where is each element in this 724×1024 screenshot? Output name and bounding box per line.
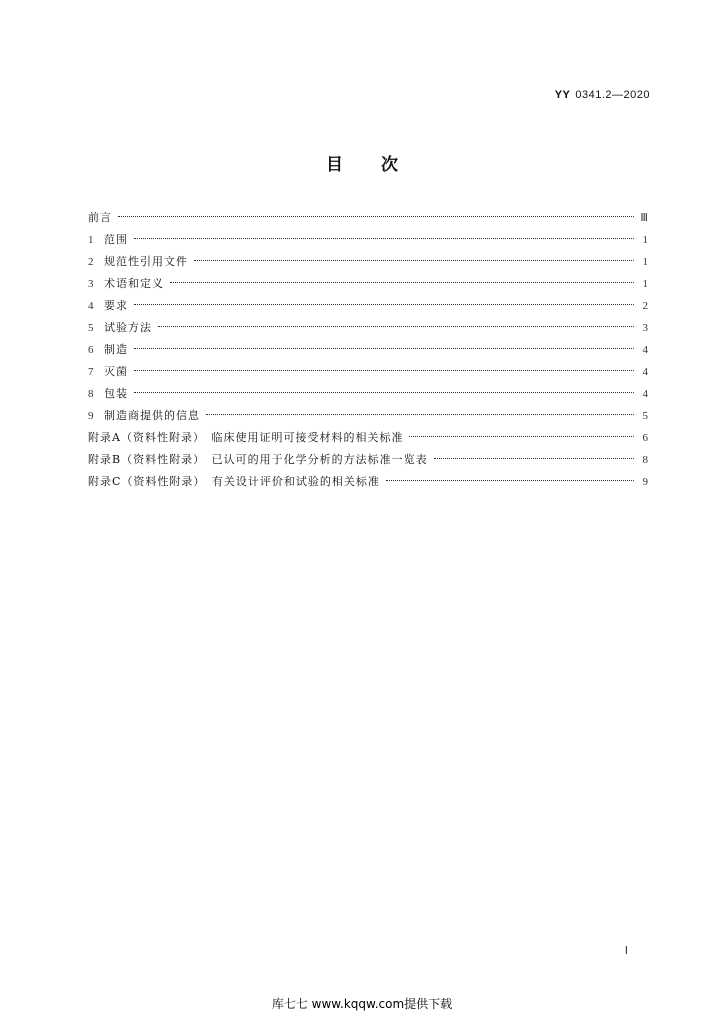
toc-entry[interactable] (88, 449, 648, 471)
toc-entry-page: 4 (642, 366, 648, 378)
toc-entry-page: 4 (642, 344, 648, 356)
toc-entry-label: 规范性引用文件 (104, 255, 188, 268)
toc-entry[interactable] (88, 383, 648, 405)
toc-dot-leader (194, 260, 634, 261)
toc-entry[interactable] (88, 295, 648, 317)
toc-dot-leader (206, 414, 634, 415)
toc-entry-label: 附录C（资料性附录） 有关设计评价和试验的相关标准 (88, 475, 380, 488)
toc-entry[interactable] (88, 471, 648, 493)
toc-entry-page: Ⅲ (640, 212, 648, 224)
toc-dot-leader (134, 304, 634, 305)
toc-entry[interactable] (88, 207, 648, 229)
toc-entry-page: 9 (642, 476, 648, 488)
toc-dot-leader (134, 348, 634, 349)
toc-entry-number: 3 (88, 278, 94, 290)
toc-entry-number: 7 (88, 366, 94, 378)
toc-entry[interactable] (88, 273, 648, 295)
toc-entry-page: 5 (642, 410, 648, 422)
toc-entry-page: 1 (642, 278, 648, 290)
table-of-contents (88, 207, 648, 493)
toc-entry-label: 范围 (104, 233, 128, 246)
toc-dot-leader (158, 326, 634, 327)
toc-entry[interactable] (88, 251, 648, 273)
toc-dot-leader (409, 436, 634, 437)
toc-entry-label: 附录A（资料性附录） 临床使用证明可接受材料的相关标准 (88, 431, 404, 444)
footer-watermark: 库七七 www.kqqw.com提供下载 (271, 997, 453, 1011)
toc-entry[interactable] (88, 229, 648, 251)
toc-dot-leader (118, 216, 634, 217)
toc-dot-leader (134, 392, 634, 393)
toc-entry[interactable] (88, 317, 648, 339)
standard-prefix: YY (554, 89, 571, 101)
toc-entry[interactable] (88, 405, 648, 427)
toc-entry-label: 术语和定义 (104, 277, 164, 290)
toc-entry-label: 要求 (104, 299, 128, 312)
standard-code (555, 89, 650, 101)
toc-entry[interactable] (88, 339, 648, 361)
toc-entry-number: 1 (88, 234, 94, 246)
toc-entry-label: 制造商提供的信息 (104, 409, 200, 422)
toc-entry-page: 1 (642, 256, 648, 268)
toc-dot-leader (134, 370, 634, 371)
toc-dot-leader (134, 238, 634, 239)
toc-entry-number: 4 (88, 300, 94, 312)
toc-entry-label: 试验方法 (104, 321, 152, 334)
toc-entry-page: 4 (642, 388, 648, 400)
toc-entry-number: 2 (88, 256, 94, 268)
toc-dot-leader (170, 282, 634, 283)
toc-entry-number: 9 (88, 410, 94, 422)
toc-dot-leader (434, 458, 634, 459)
page-number: Ⅰ (624, 945, 628, 957)
toc-dot-leader (386, 480, 634, 481)
toc-entry-label: 灭菌 (104, 365, 128, 378)
toc-entry-number: 8 (88, 388, 94, 400)
page-title: 目次 (326, 155, 436, 175)
toc-entry[interactable] (88, 427, 648, 449)
toc-entry-label: 制造 (104, 343, 128, 356)
toc-entry[interactable] (88, 361, 648, 383)
toc-entry-page: 6 (642, 432, 648, 444)
toc-entry-page: 8 (642, 454, 648, 466)
toc-entry-label: 前言 (88, 211, 112, 224)
toc-entry-page: 2 (642, 300, 648, 312)
toc-entry-label: 包装 (104, 387, 128, 400)
toc-entry-page: 1 (642, 234, 648, 246)
standard-number: 0341.2—2020 (575, 89, 650, 101)
toc-entry-number: 5 (88, 322, 94, 334)
toc-entry-page: 3 (642, 322, 648, 334)
toc-entry-number: 6 (88, 344, 94, 356)
toc-entry-label: 附录B（资料性附录） 已认可的用于化学分析的方法标准一览表 (88, 453, 428, 466)
